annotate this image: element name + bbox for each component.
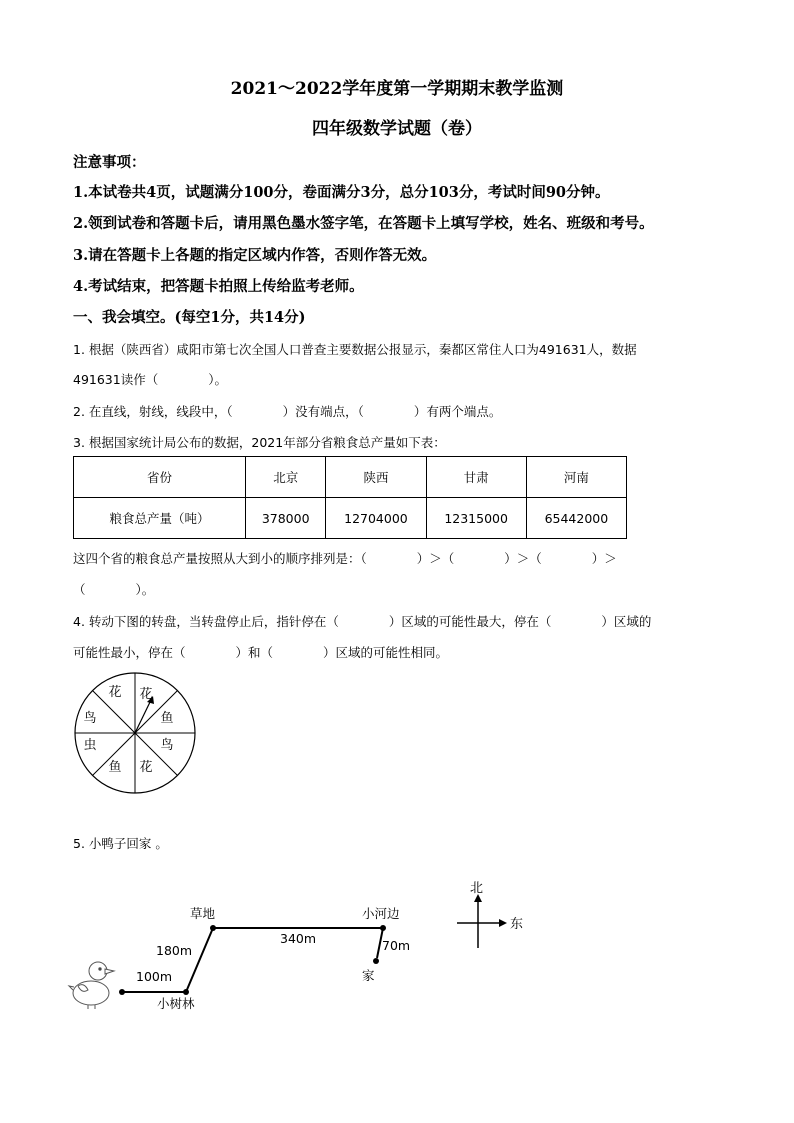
distance-label: 100m	[136, 969, 173, 984]
grain-table	[73, 456, 627, 539]
distance-label: 180m	[156, 943, 193, 958]
compass-icon	[457, 894, 507, 948]
notice-item-4: 4.考试结束，把答题卡拍照上传给监考老师。	[73, 278, 364, 295]
notice-item-3: 3.请在答题卡上各题的指定区域内作答，否则作答无效。	[73, 247, 437, 264]
woods-label: 小树林	[157, 996, 195, 1011]
question-2: 2. 在直线，射线，线段中，（ ）没有端点，（ ）有两个端点。	[73, 404, 502, 419]
notice-item-1: 1.本试卷共4页，试题满分100分，卷面满分3分，总分103分，考试时间90分钟。	[73, 184, 610, 201]
home-label: 家	[362, 968, 375, 983]
question-3-intro: 3. 根据国家统计局公布的数据，2021年部分省粮食总产量如下表：	[73, 435, 446, 450]
grass-point	[210, 925, 216, 931]
table-row	[74, 498, 627, 539]
table-cell: 12704000	[326, 498, 426, 539]
notice-heading: 注意事项：	[73, 154, 146, 171]
north-label: 北	[470, 881, 484, 896]
table-header-cell: 陕西	[326, 457, 426, 498]
spinner-pointer	[135, 700, 151, 733]
table-header-cell: 省份	[74, 457, 246, 498]
sector-label: 鱼	[108, 760, 122, 775]
start-point	[119, 989, 125, 995]
table-header-cell: 河南	[526, 457, 626, 498]
question-1-line2: 491631读作（ ）。	[73, 372, 227, 387]
table-cell: 65442000	[526, 498, 626, 539]
sector-label: 虫	[83, 738, 97, 753]
table-header-cell: 北京	[246, 457, 326, 498]
spinner-wheel	[68, 670, 204, 796]
question-1-line1: 1. 根据（陕西省）咸阳市第七次全国人口普查主要数据公报显示，秦都区常住人口为491631人，数据	[73, 342, 637, 357]
river-label: 小河边	[362, 906, 400, 921]
question-5: 5. 小鸭子回家 。	[73, 836, 168, 851]
table-cell: 粮食总产量（吨）	[74, 498, 246, 539]
question-4-line1: 4. 转动下图的转盘，当转盘停止后，指针停在（ ）区域的可能性最大，停在（ ）区域的	[73, 614, 652, 629]
table-row	[74, 457, 627, 498]
question-4-line2: 可能性最小，停在（ ）和（ ）区域的可能性相同。	[73, 645, 449, 660]
distance-label: 340m	[280, 931, 317, 946]
table-cell: 378000	[246, 498, 326, 539]
section-heading: 一、我会填空。(每空1分，共14分)	[73, 309, 306, 326]
distance-label: 70m	[382, 938, 411, 953]
question-3-order-line1: 这四个省的粮食总产量按照从大到小的顺序排列是：（ ）＞（ ）＞（ ）＞	[73, 551, 617, 566]
duckling-icon	[69, 962, 114, 1009]
page-subtitle: 四年级数学试题（卷）	[312, 119, 482, 139]
sector-label: 鸟	[83, 711, 97, 726]
home-point	[373, 958, 379, 964]
sector-label: 花	[139, 760, 153, 775]
table-cell: 12315000	[426, 498, 526, 539]
grass-label: 草地	[190, 906, 216, 921]
page-title: 2021～2022学年度第一学期期末教学监测	[230, 79, 564, 99]
sector-label: 花	[108, 685, 122, 700]
question-3-order-line2: （ ）。	[73, 582, 155, 597]
sector-label: 鸟	[160, 738, 174, 753]
woods-point	[183, 989, 189, 995]
east-label: 东	[510, 917, 524, 932]
table-header-cell: 甘肃	[426, 457, 526, 498]
sector-label: 花	[139, 687, 153, 702]
river-point	[380, 925, 386, 931]
route-map	[60, 870, 540, 1020]
notice-item-2: 2.领到试卷和答题卡后，请用黑色墨水签字笔，在答题卡上填写学校，姓名、班级和考号。	[73, 215, 654, 232]
sector-label: 鱼	[160, 711, 174, 726]
